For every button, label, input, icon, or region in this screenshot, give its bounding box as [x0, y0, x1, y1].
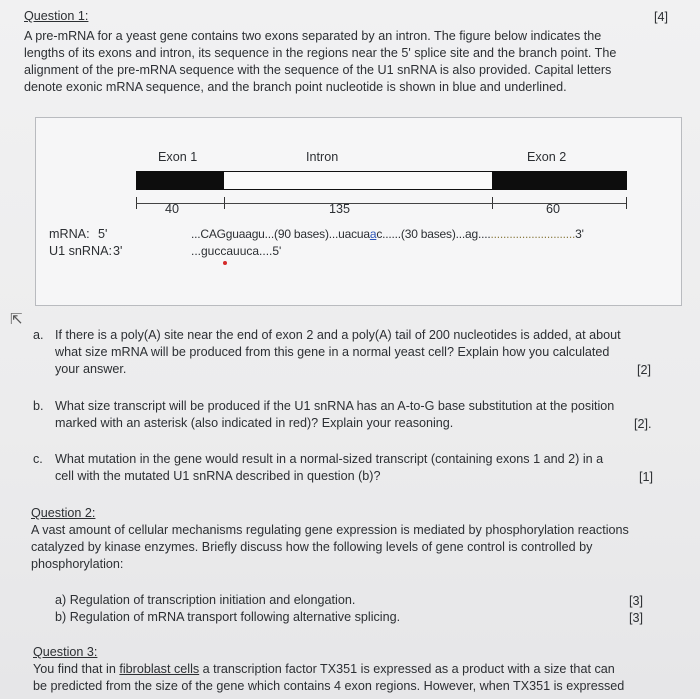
q2-item-a: a) Regulation of transcription initiation and elongation. — [55, 593, 356, 607]
mrna-seq-part-2: c......(30 bases)...ag.... — [376, 227, 491, 241]
gene-structure-figure — [35, 117, 682, 306]
part-a-marks: [2] — [637, 363, 652, 377]
part-b-marker: b. — [33, 399, 44, 413]
q1-intro-line-3: alignment of the pre-mRNA sequence with the sequence of the U1 snRNA is also provided. Capital letters — [24, 63, 612, 77]
exon-1-label: Exon 1 — [158, 150, 198, 164]
exon-2-end-tick — [626, 197, 627, 209]
mrna-label: mRNA: — [49, 227, 90, 241]
mrna-3prime: 3' — [575, 227, 584, 241]
question-1-title: Question 1: — [24, 9, 89, 23]
mrna-sequence — [191, 227, 584, 241]
q2-line-3: phosphorylation: — [31, 557, 124, 571]
u1-snrna-label: U1 snRNA: — [49, 244, 112, 258]
part-b-marks: [2]. — [634, 417, 652, 431]
q1-intro-line-2: lengths of its exons and intron, its sequence in the regions near the 5' splice site and the branch point. The — [24, 46, 617, 60]
part-a-line-2: what size mRNA will be produced from this gene in a normal yeast cell? Explain how you calculated — [55, 345, 610, 359]
question-2-title: Question 2: — [31, 506, 96, 520]
q3-line-2: be predicted from the size of the gene which contains 4 exon regions. However, when TX351 is expressed — [33, 679, 625, 693]
u1-3prime: 3' — [113, 244, 123, 258]
q2-item-a-marks: [3] — [629, 594, 644, 608]
q2-item-b-marks: [3] — [629, 611, 644, 625]
part-c-line-1: What mutation in the gene would result in a normal-sized transcript (containing exons 1 and 2) in a — [55, 452, 604, 466]
part-c-marker: c. — [33, 452, 43, 466]
intron-bar — [224, 171, 492, 190]
exon-2-length: 60 — [546, 202, 561, 216]
part-a-marker: a. — [33, 328, 44, 342]
exon-2-bar — [492, 171, 627, 190]
q1-intro-line-1: A pre-mRNA for a yeast gene contains two exons separated by an intron. The figure below indicates the — [24, 29, 602, 43]
question-1-marks: [4] — [654, 10, 669, 24]
q2-item-b: b) Regulation of mRNA transport following alternative splicing. — [55, 610, 401, 624]
part-c-marks: [1] — [639, 470, 654, 484]
q1-intro-line-4: denote exonic mRNA sequence, and the branch point nucleotide is shown in blue and underlined. — [24, 80, 567, 94]
mrna-seq-dots: ........................... — [490, 227, 576, 241]
question-3-title: Question 3: — [33, 645, 98, 659]
exon-1-bar — [136, 171, 224, 190]
mrna-5prime: 5' — [98, 227, 108, 241]
fibroblast-cells-text: fibroblast cells — [119, 662, 200, 676]
branch-point-nucleotide: a — [369, 227, 377, 241]
q2-line-1: A vast amount of cellular mechanisms regulating gene expression is mediated by phosphorylation reactions — [31, 523, 629, 537]
mutation-asterisk-marker — [223, 261, 227, 265]
intron-label: Intron — [306, 150, 339, 164]
mouse-pointer-icon: ⇱ — [10, 311, 23, 328]
intron-length: 135 — [329, 202, 351, 216]
part-c-line-2: cell with the mutated U1 snRNA described in question (b)? — [55, 469, 381, 483]
q3-line-1-pre: You find that in — [33, 662, 120, 676]
u1-sequence: ...guccauuca....5' — [191, 244, 282, 258]
exon-1-length: 40 — [165, 202, 180, 216]
mrna-seq-part-1: ...CAGguaagu...(90 bases)...uacua — [191, 227, 370, 241]
exon-2-label: Exon 2 — [527, 150, 567, 164]
q3-line-1 — [33, 661, 615, 678]
part-a-line-3: your answer. — [55, 362, 127, 376]
q2-line-2: catalyzed by kinase enzymes. Briefly discuss how the following levels of gene control is controlled by — [31, 540, 593, 554]
part-a-line-1: If there is a poly(A) site near the end of exon 2 and a poly(A) tail of 200 nucleotides is added, at about — [55, 328, 621, 342]
part-b-line-2: marked with an asterisk (also indicated in red)? Explain your reasoning. — [55, 416, 454, 430]
q3-line-1-post: a transcription factor TX351 is expressed as a product with a size that can — [199, 662, 615, 676]
part-b-line-1: What size transcript will be produced if the U1 snRNA has an A-to-G base substitution at the position — [55, 399, 615, 413]
